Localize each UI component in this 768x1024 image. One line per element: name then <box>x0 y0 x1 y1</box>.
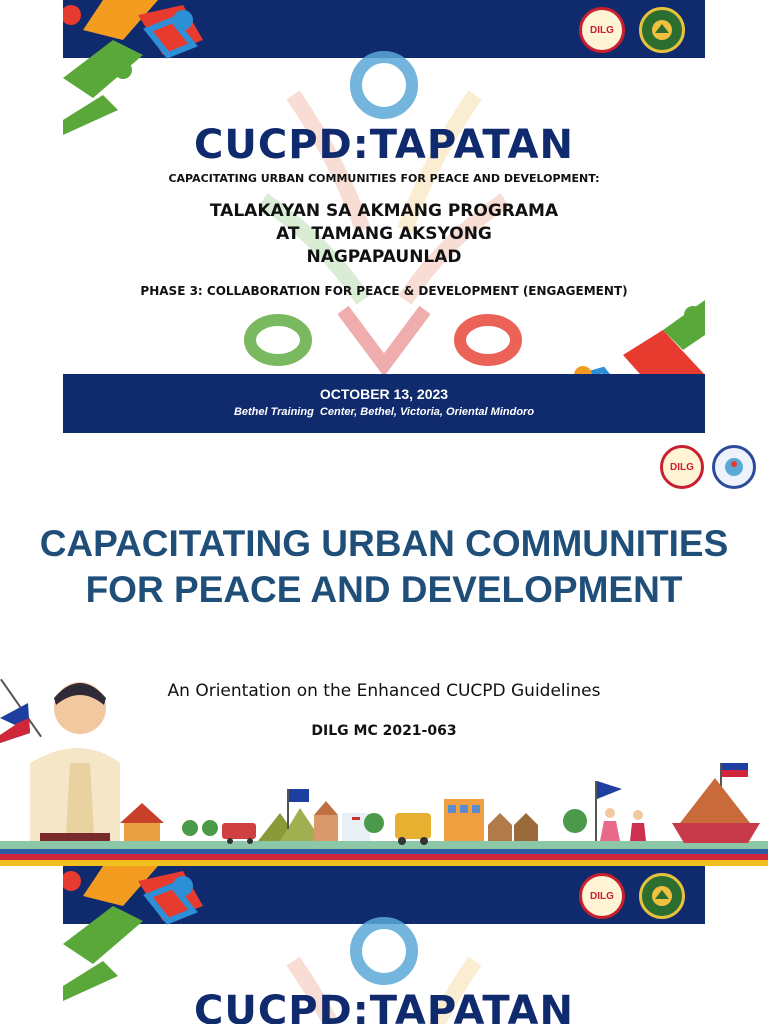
orientation-title: CAPACITATING URBAN COMMUNITIES FOR PEACE AND DEVELOPMENT <box>39 523 729 610</box>
municipal-seal-logo <box>639 873 685 919</box>
slide-2[interactable] <box>0 433 768 866</box>
dilg-logo <box>579 7 625 53</box>
dilg-logo-text: DILG <box>670 461 694 473</box>
orientation-subtitle: An Orientation on the Enhanced CUCPD Guidelines <box>167 681 601 701</box>
cucpd-logo <box>712 445 756 489</box>
memorandum-circular-number: DILG MC 2021-063 <box>311 723 457 739</box>
dilg-logo <box>579 873 625 919</box>
event-title: CUCPD:TAPATAN <box>194 122 574 168</box>
event-date: OCTOBER 13, 2023 <box>319 386 449 402</box>
dilg-logo-text: DILG <box>590 24 614 36</box>
event-subtitle: CAPACITATING URBAN COMMUNITIES FOR PEACE AND DEVELOPMENT: <box>168 172 600 185</box>
phase-label: PHASE 3: COLLABORATION FOR PEACE & DEVELOPMENT (ENGAGEMENT) <box>140 284 628 298</box>
filipino-town-illustration <box>0 663 768 866</box>
dilg-logo-text: DILG <box>590 890 614 902</box>
talakayan-line-2: AT TAMANG AKSYONG <box>276 224 492 244</box>
event-title: CUCPD:TAPATAN <box>194 988 574 1024</box>
municipal-seal-logo <box>639 7 685 53</box>
bottom-band <box>63 374 705 433</box>
talakayan-line-1: TALAKAYAN SA AKMANG PROGRAMA <box>209 201 559 221</box>
dilg-logo <box>660 445 704 489</box>
slide-3[interactable] <box>63 866 705 1024</box>
event-venue: Bethel Training Center, Bethel, Victoria, Oriental Mindoro <box>233 406 535 418</box>
slide-1[interactable] <box>63 0 705 433</box>
talakayan-line-3: NAGPAPAUNLAD <box>306 247 462 267</box>
